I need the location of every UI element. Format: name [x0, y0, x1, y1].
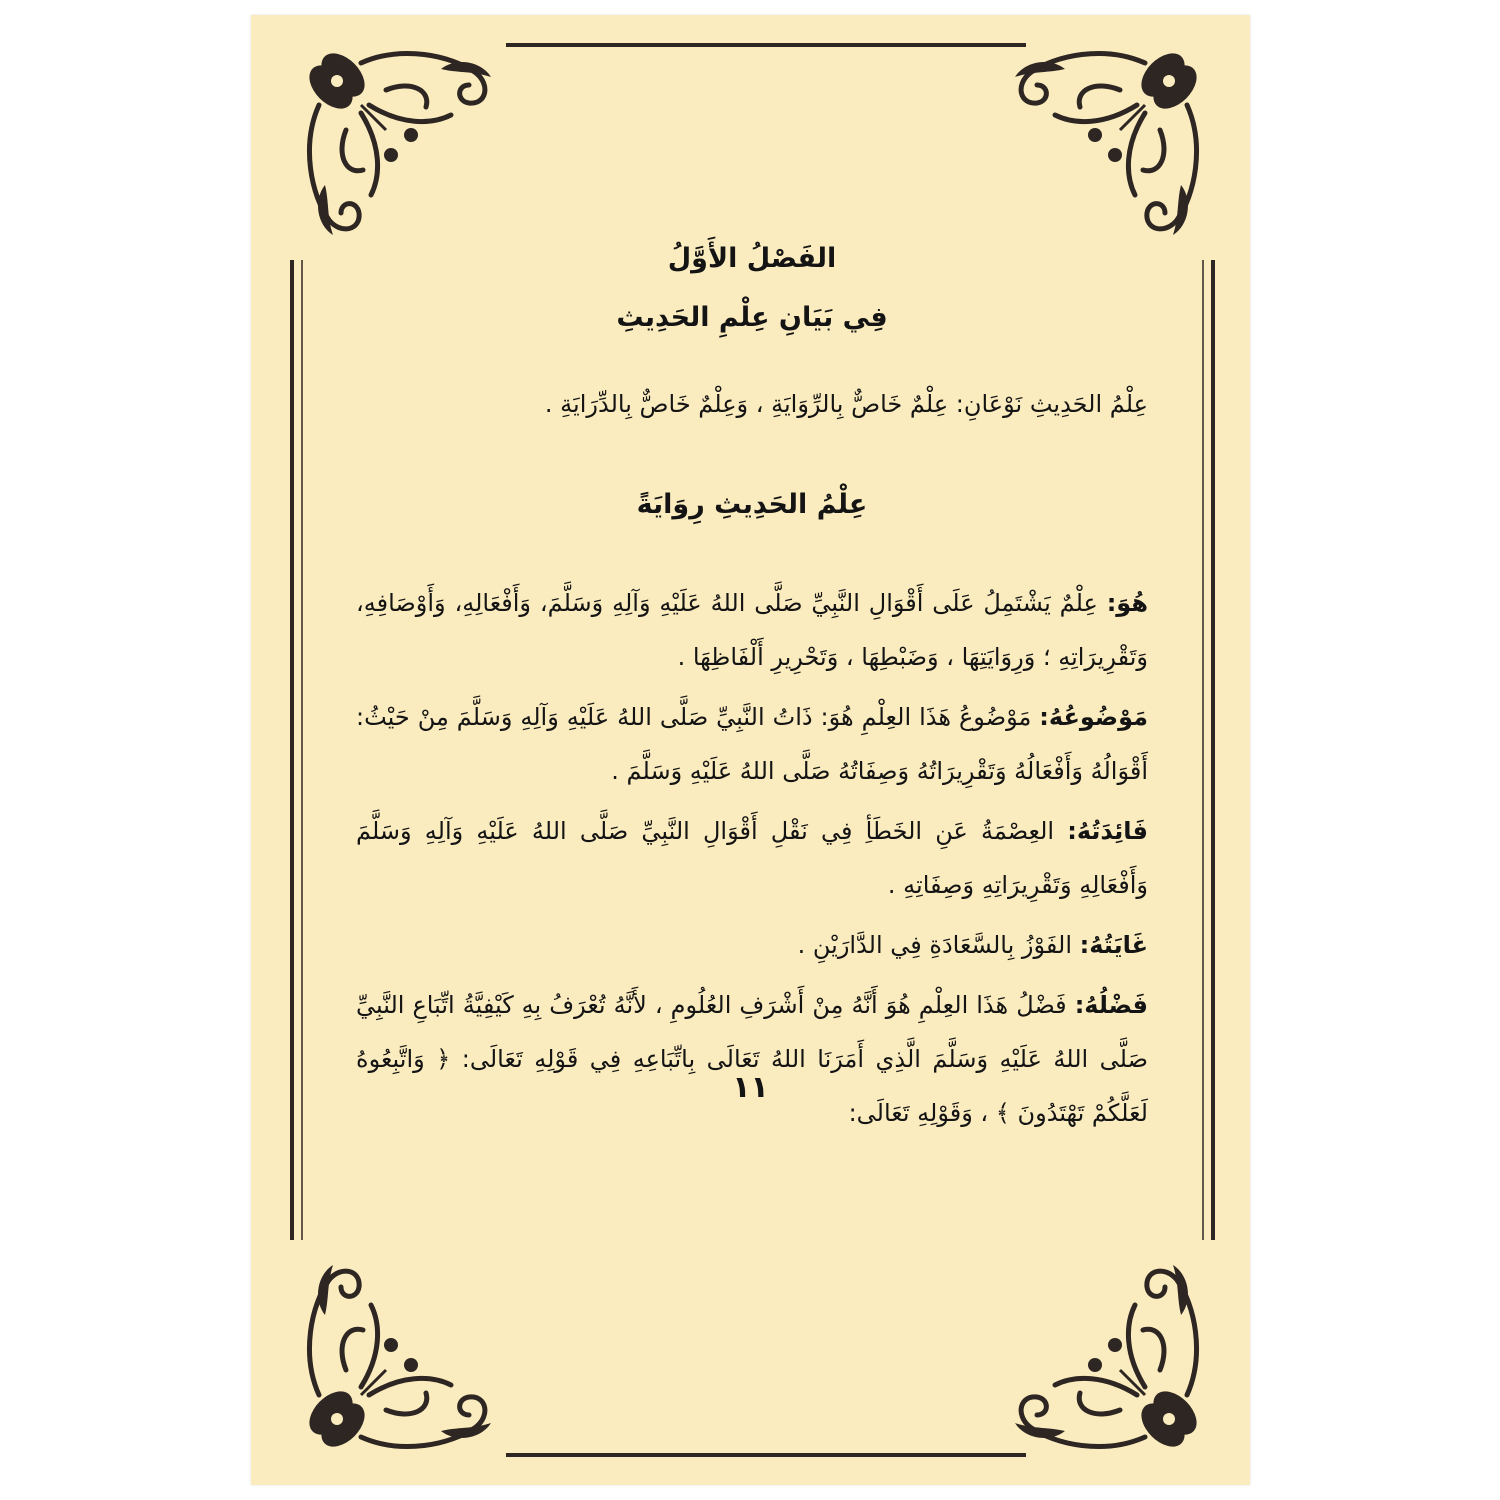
section-title: عِلْمُ الحَدِيثِ رِوَايَةً — [636, 489, 868, 520]
corner-ornament-bottom-right — [1015, 1265, 1205, 1455]
paragraph-term: فَائِدَتُهُ: — [1067, 817, 1148, 845]
chapter-title: الفَصْلُ الأَوَّلُ — [667, 243, 837, 274]
paragraph-text: عِلْمٌ يَشْتَمِلُ عَلَى أَقْوَالِ النَّبِيِّ صَلَّى اللهُ عَلَيْهِ وَآلِهِ وَسَلَّمَ، وَأَفْعَالِهِ، وَأَوْصَافِهِ، وَتَقْرِيرَاتِهِ ؛ وَرِوَايَتِهَا ، وَضَبْطِهَا ، وَتَحْرِيرِ أَلْفَاظِهَا . — [356, 589, 1148, 671]
corner-ornament-top-right — [1015, 45, 1205, 235]
intro-paragraph: عِلْمُ الحَدِيثِ نَوْعَانِ: عِلْمٌ خَاصٌّ بِالرِّوَايَةِ ، وَعِلْمٌ خَاصٌّ بِالدِّرَايَةِ . — [544, 390, 1148, 418]
paragraph-goal — [356, 918, 1148, 972]
page-content — [356, 225, 1148, 1140]
paragraph-text: مَوْضُوعُ هَذَا العِلْمِ هُوَ: ذَاتُ النَّبِيِّ صَلَّى اللهُ عَلَيْهِ وَآلِهِ وَسَلَّمَ مِنْ حَيْثُ: أَقْوَالُهُ وَأَفْعَالُهُ وَتَقْرِيرَاتُهُ وَصِفَاتُهُ صَلَّى اللهُ عَلَيْهِ وَسَلَّمَ . — [356, 703, 1148, 785]
chapter-subtitle: فِي بَيَانِ عِلْمِ الحَدِيثِ — [616, 302, 888, 333]
paragraph-term: مَوْضُوعُهُ: — [1039, 703, 1148, 731]
corner-ornament-top-left — [301, 45, 491, 235]
paragraph-virtue — [356, 978, 1148, 1140]
paragraph-term: غَايَتُهُ: — [1079, 931, 1148, 959]
corner-ornament-bottom-left — [301, 1265, 491, 1455]
paragraph-benefit — [356, 804, 1148, 912]
paragraph-definition — [356, 576, 1148, 684]
paragraph-term: فَضْلُهُ: — [1074, 991, 1148, 1019]
paragraph-subject — [356, 690, 1148, 798]
paragraph-text: العِصْمَةُ عَنِ الخَطَأِ فِي نَقْلِ أَقْوَالِ النَّبِيِّ صَلَّى اللهُ عَلَيْهِ وَآلِهِ وَسَلَّمَ وَأَفْعَالِهِ وَتَقْرِيرَاتِهِ وَصِفَاتِهِ . — [356, 817, 1148, 899]
paragraph-text: الفَوْزُ بِالسَّعَادَةِ فِي الدَّارَيْنِ . — [797, 931, 1080, 959]
page-number: ١١ — [732, 1070, 769, 1105]
paragraph-text: فَضْلُ هَذَا العِلْمِ هُوَ أَنَّهُ مِنْ أَشْرَفِ العُلُومِ ، لأَنَّهُ تُعْرَفُ بِهِ كَيْفِيَّةُ اتِّبَاعِ النَّبِيِّ صَلَّى اللهُ عَلَيْهِ وَسَلَّمَ الَّذِي أَمَرَنَا اللهُ تَعَالَى بِاتِّبَاعِهِ فِي قَوْلِهِ تَعَالَى: ﴿ وَاتَّبِعُوهُ لَعَلَّكُمْ تَهْتَدُونَ ﴾ ، وَقَوْلِهِ تَعَالَى: — [356, 991, 1148, 1127]
book-page — [251, 15, 1250, 1485]
paragraph-term: هُوَ: — [1106, 589, 1148, 617]
